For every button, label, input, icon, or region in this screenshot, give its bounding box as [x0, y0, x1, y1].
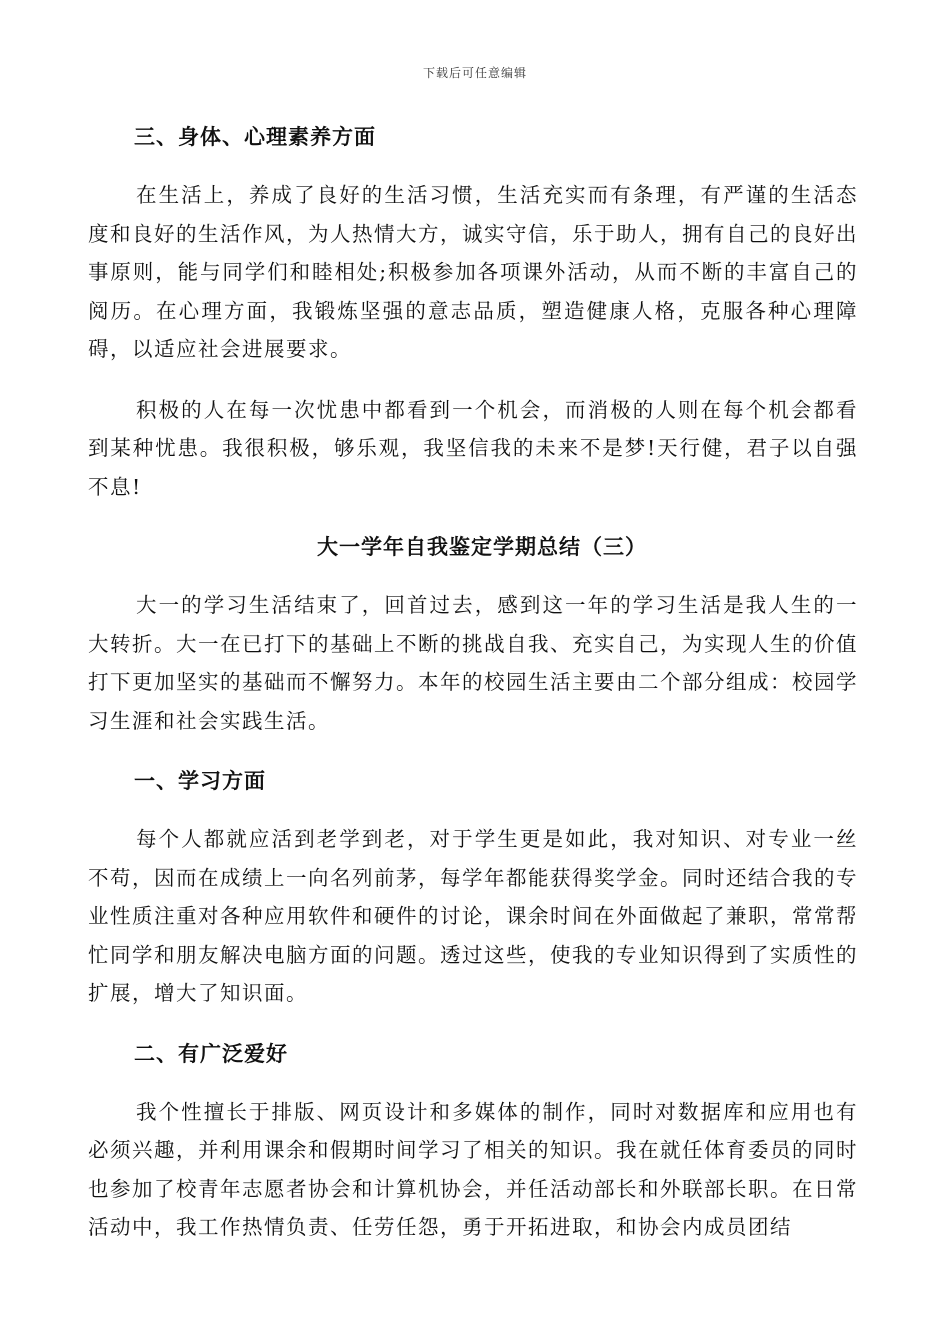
section2-heading: 二、有广泛爱好 — [134, 1040, 288, 1066]
section1-heading: 一、学习方面 — [134, 768, 266, 793]
document-title: 大一学年自我鉴定学期总结（三） — [317, 534, 647, 559]
section3-paragraph-1: 在生活上，养成了良好的生活习惯，生活充实而有条理，有严谨的生活态度和良好的生活作风，为人热情大方，诚实守信，乐于助人，拥有自己的良好出事原则，能与同学们和睦相处;积极参加各项课外活动，从而不断的丰富自己的阅历。在心理方面，我锻炼坚强的意志品质，塑造健康人格，克服各种心理障碍，以适应社会进展要求。 — [88, 183, 858, 361]
intro-paragraph: 大一的学习生活结束了，回首过去，感到这一年的学习生活是我人生的一大转折。大一在已打下的基础上不断的挑战自我、充实自己，为实现人生的价值打下更加坚实的基础而不懈努力。本年的校园生活主要由二个部分组成：校园学习生涯和社会实践生活。 — [88, 593, 858, 733]
section2-paragraph: 我个性擅长于排版、网页设计和多媒体的制作，同时对数据库和应用也有必须兴趣，并利用课余和假期时间学习了相关的知识。我在就任体育委员的同时也参加了校青年志愿者协会和计算机协会，并任活动部长和外联部长职。在日常活动中，我工作热情负责、任劳任怨，勇于开拓进取，和协会内成员团结 — [88, 1099, 858, 1239]
section3-paragraph-2: 积极的人在每一次忧患中都看到一个机会，而消极的人则在每个机会都看到某种忧患。我很积极，够乐观，我坚信我的未来不是梦!天行健，君子以自强不息! — [88, 397, 858, 499]
section1-paragraph: 每个人都就应活到老学到老，对于学生更是如此，我对知识、对专业一丝不苟，因而在成绩上一向名列前茅，每学年都能获得奖学金。同时还结合我的专业性质注重对各种应用软件和硬件的讨论，课余时间在外面做起了兼职，常常帮忙同学和朋友解决电脑方面的问题。透过这些，使我的专业知识得到了实质性的扩展，增大了知识面。 — [88, 827, 858, 1005]
document-body — [88, 118, 858, 1247]
header-note: 下载后可任意编辑 — [422, 66, 527, 80]
section3-heading: 三、身体、心理素养方面 — [134, 124, 376, 149]
